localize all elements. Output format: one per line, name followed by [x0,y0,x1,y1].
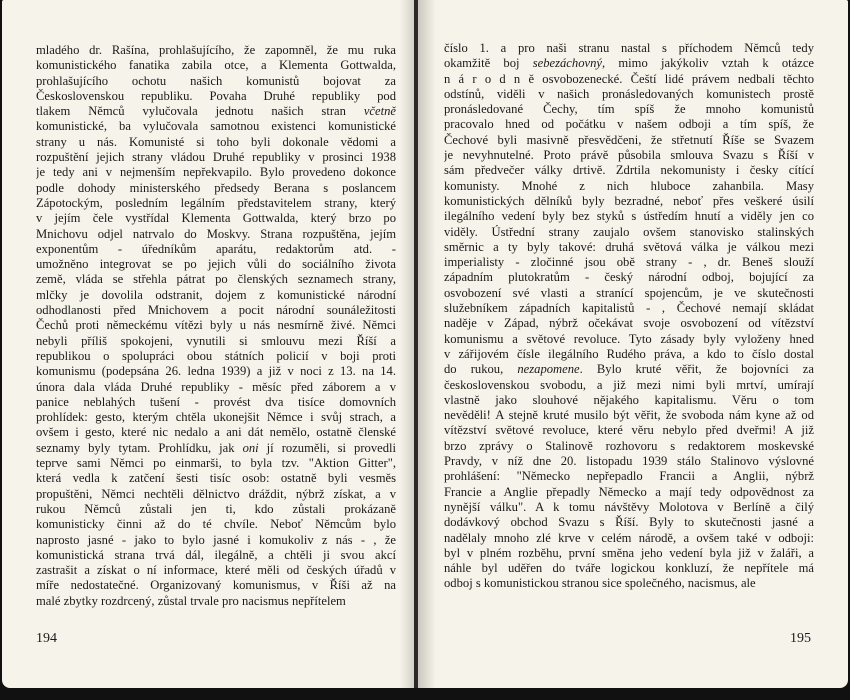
text-line: československou svobodu, a již mezi nimi byli mrtví, umírají [444,377,814,392]
text-line: Francie a Anglie přepadly Německo a mají tedy odpovědnost za [444,484,814,499]
text-line: viděly. Ústřední strany zaujalo ovšem stanovisko stalinských [444,224,814,239]
text-line: naděje v Západ, nýbrž očekávat svoje osvobození od vítězství [444,316,814,331]
text-line: strany u nás. Komunisté si toho byli dokonale vědomi a [36,134,396,149]
text-line: míře nedostatečné. Organizovaný komunismus, v Říši až na [36,578,396,593]
left-page-body [36,43,396,609]
text-line: panice neblahých tušení - provést dva tisíce domovních [36,394,396,409]
text-line: podle dohody ministerského předsedy Berana s poslancem [36,180,396,195]
text-line: odstínů, viděli v našich pronásledovaných komunistech prostě [444,86,814,101]
text-line: Pravdy, v níž dne 20. listopadu 1939 stálo Stalinovo výslovné [444,454,814,469]
text-line: imperialisty - zločinné jsou obě strany - , dr. Beneš slouží [444,255,814,270]
text-line: nadělaly mnoho zlé krve v celém národě, a ovšem také v odboji: [444,530,814,545]
text-line: teprve sami Němci po einmarši, to byla tzv. "Aktion Gitter", [36,456,396,471]
text-line: komunistická strana trvá dál, ilegálně, a chtěli ji svou akcí [36,547,396,562]
text-line: Československou republiku. Povaha Druhé republiky pod [36,88,396,103]
text-line: země, vláda se střehla pátrat po členských seznamech strany, [36,272,396,287]
text-line: prohlídek: gesto, kterým chtěla ukonejšit Němce i svůj strach, a [36,410,396,425]
text-line: zastrašit a získat o ní informace, které měli od českých úřadů v [36,563,396,578]
text-line: pronásledované Čechy, tím spíš že mnoho komunistů [444,102,814,117]
text-line: brzo zprávy o Stalinově rozhovoru s redaktorem moskevské [444,438,814,453]
text-line: Čechové byli masivně přesvědčeni, že střetnutí Říše se Svazem [444,132,814,147]
text-line: propuštěni, Němci nechtěli dělnictvo dráždit, nýbrž získat, a v [36,486,396,501]
text-line: Mnichovu odjel natrvalo do Moskvy. Strana rozpuštěna, jejím [36,226,396,241]
right-page [418,0,848,688]
text-line: února dala vláda Druhé republiky - měsíc před záborem a v [36,379,396,394]
text-line: vlastně jako slouhové nějakého kapitalismu. Věru o tom [444,392,814,407]
text-line: mlčky je dovolila odstranit, dojem z komunistické národní [36,287,396,302]
text-line: ovšem i gesto, které nic nedalo a ani dát nemělo, ostatně členské [36,425,396,440]
text-line: číslo 1. a pro naši stranu nastal s příchodem Němců tedy [444,41,814,55]
right-page-number: 195 [790,631,811,646]
text-line: rozpuštění jejich strany vládou Druhé republiky v prosinci 1938 [36,150,396,165]
text-line: nynější válku". A k tomu návštěvy Molotova v Berlíně a čilý [444,499,814,514]
text-line: do rukou, nezapomene. Bylo kruté věřit, že bojovníci za [444,362,814,377]
text-line: exponentům - úředníkům aparátu, redaktorům atd. - [36,241,396,256]
text-line: nebyli příliš spokojeni, vynutili si smlouvu mezi Říší a [36,333,396,348]
right-page-body [444,41,814,592]
text-line: je nevyhnutelné. Proto právě působila smlouva Svazu s Říší v [444,148,814,163]
text-line: náhle byl uděřen do tváře logickou konkluzí, že nepřítele má [444,561,814,576]
text-line: nevěděli! A stejně kruté musilo být věřit, že svoboda nám kyne až od [444,408,814,423]
text-line: ilegálního vedení byly bez styků s ústředím hnutí a viděly jen co [444,209,814,224]
text-line: v zářijovém čísle ilegálního Rudého práva, a kdo to číslo dostal [444,346,814,361]
text-line: mladého dr. Rašína, prohlašujícího, že zapomněl, že mu ruka [36,43,396,57]
text-line: odhodlanosti před Mnichovem a pocit národní sounáležitosti [36,303,396,318]
text-line: Zápotockým, posledním legálním představitelem strany, který [36,195,396,210]
text-line: komunistické, ba vylučovala samotnou existenci komunistické [36,119,396,134]
text-line: komunismu a světové revoluce. Tyto zásady byly vyloženy hned [444,331,814,346]
text-line: malé zbytky rozdrcený, zůstal trvale pro nacismus nepřítelem [36,593,346,608]
text-line: naprosto jasné - jako to bylo jasné i komukoliv z nás - , že [36,532,396,547]
text-line: komunisticky činni až do té chvíle. Neboť Němcům bylo [36,517,396,532]
text-line: je tedy ani v nejmenším nepřekvapilo. Bylo provedeno dokonce [36,165,396,180]
text-line: seznamy byly tytam. Prohlídku, jak oni jí rozuměli, si provedli [36,440,396,455]
text-line: pracovalo hned od počátku v našem odboji a tím spíš, že [444,117,814,132]
text-line: směrnic a ty byly takové: druhá světová válka je válkou mezi [444,239,814,254]
text-line: okamžitě boj sebezáchovný, mimo jakýkoliv vztah k otázce [444,56,814,71]
text-line: komunistických dělníků byly bezradné, neboť přes veškeré úsilí [444,193,814,208]
text-line: západním plutokratům - český národní odboj, bojující za [444,270,814,285]
left-page-number: 194 [36,631,57,646]
text-line: osvobození své vlasti a stranící spojencům, je ve skutečnosti [444,285,814,300]
text-line: komunismu (podepsána 26. ledna 1939) a již v noci z 13. na 14. [36,364,396,379]
text-line: rukou Němců zůstali jen ti, kdo zůstali prokázaně [36,501,396,516]
text-line: republikou o spolupráci obou státních policií v boji proti [36,348,396,363]
text-line: prohlášení: "Německo nepřepadlo Francii a Anglii, nýbrž [444,469,814,484]
left-page [2,0,418,688]
text-line: byl v plném rozběhu, první směna jeho vedení byla již v žaláři, a [444,545,814,560]
text-line: umožněno integrovat se po jejich vůli do sociálního života [36,257,396,272]
text-line: komunistického fanatika zabila otce, a Klementa Gottwalda, [36,58,396,73]
text-line: vítězství světové revoluce, které věru nebylo před dveřmi! A již [444,423,814,438]
text-line: n á r o d n ě osvobozenecké. Čeští lidé právem nedbali těchto [444,71,814,86]
text-line: komunisty. Mnohé z nich hluboce zahanbila. Masy [444,178,814,193]
text-line: prohlašujícího ochotu našich komunistů bojovat za [36,73,396,88]
text-line: služebníkem západních kapitalistů - , Čechové nemají skládat [444,301,814,316]
gutter-shadow [418,0,436,688]
text-line: dodávkový obchod Svazu s Říší. Byly to skutečnosti jasné a [444,515,814,530]
text-line: sám předvečer války drtivě. Zdrtila nekomunisty i česky cítící [444,163,814,178]
text-line: odboj s komunistickou stranou sice společného, nacismus, ale [444,576,756,591]
text-line: která vedla k zatčení šesti tisíc osob: ostatně byli vesměs [36,471,396,486]
text-line: Čechů proti německému vítězi byly u nás nesmírně živé. Němci [36,318,396,333]
text-line: tlakem Němců vylučovala jednotu našich stran včetně [36,104,396,119]
text-line: v jejím čele vystřídal Klementa Gottwalda, který brzo po [36,211,396,226]
